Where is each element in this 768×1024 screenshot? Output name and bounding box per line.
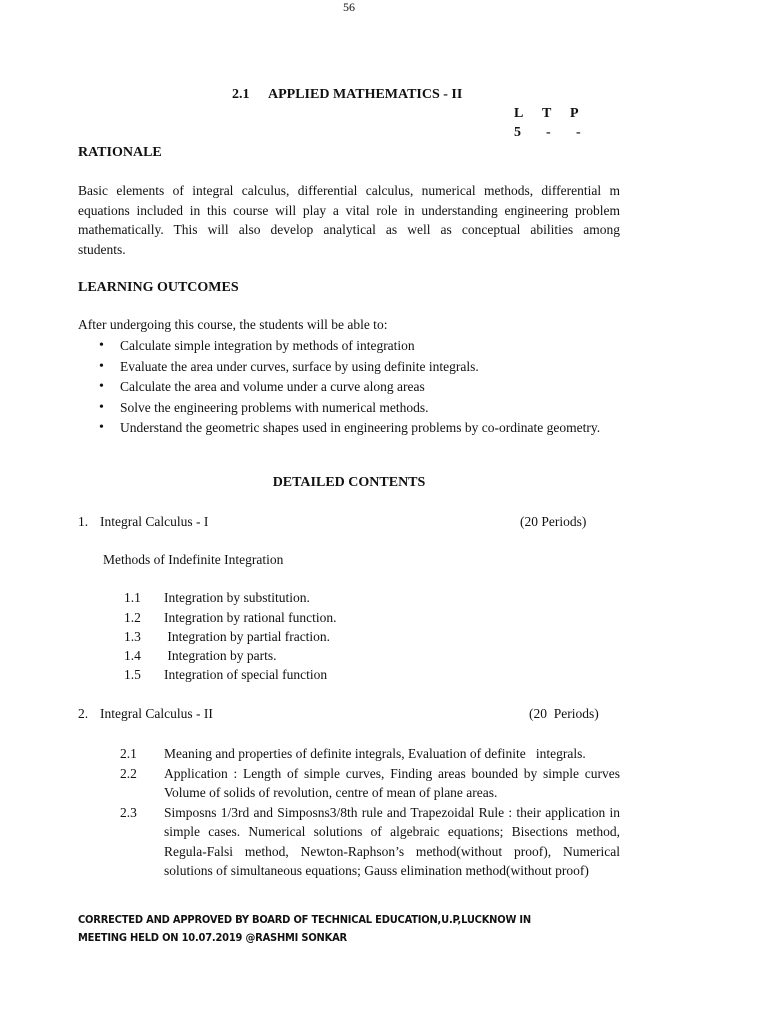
item-number: 2.2	[120, 765, 137, 781]
ltp-l-value: 5	[514, 125, 521, 140]
item-number: 1.3	[124, 629, 141, 644]
rationale-line: equations included in this course will play a vital role in understanding engineering problem	[78, 202, 620, 218]
section-number: 2.	[78, 706, 89, 721]
list-item: • Evaluate the area under curves, surface by using definite integrals.	[78, 357, 620, 378]
footer-line-1: CORRECTED AND APPROVED BY BOARD OF TECHNICAL EDUCATION,U.P,LUCKNOW IN	[78, 913, 531, 926]
item-number: 2.3	[120, 804, 137, 820]
item-text: Integration by substitution.	[164, 590, 310, 605]
course-number: 2.1	[232, 87, 250, 102]
footer-line-2: MEETING HELD ON 10.07.2019 @RASHMI SONKAR	[78, 931, 347, 944]
item-text: Simposns 1/3rd and Simposns3/8th rule and Trapezoidal Rule : their application in simple cases. Numerical solutions of algebraic equations; Bisections method, Regula-Falsi method, Newton-Raphson’s method(without proof), Numerical solutions of simultaneous equations; Gauss elimination method(without proof)	[164, 804, 620, 878]
item-number: 2.1	[120, 746, 137, 761]
course-name: APPLIED MATHEMATICS - II	[268, 87, 463, 102]
ltp-t-label: T	[542, 106, 552, 121]
item-number: 1.5	[124, 667, 141, 682]
list-item: • Understand the geometric shapes used in engineering problems by co-ordinate geometry.	[78, 418, 620, 439]
list-item	[124, 610, 336, 626]
item-number: 1.2	[124, 610, 141, 625]
list-item	[120, 803, 620, 881]
section-number: 1.	[78, 514, 89, 529]
list-item	[120, 764, 620, 803]
ltp-p-label: P	[570, 106, 579, 121]
list-item	[124, 648, 276, 664]
section-title: Integral Calculus - I	[100, 514, 209, 529]
page-number: 56	[343, 0, 355, 14]
list-item	[124, 667, 327, 683]
rationale-line: students.	[78, 241, 126, 257]
item-number: 1.1	[124, 590, 141, 605]
ltp-values	[514, 125, 604, 141]
list-item	[124, 629, 330, 645]
section-1-periods: (20 Periods)	[520, 514, 587, 529]
learning-outcomes-heading: LEARNING OUTCOMES	[78, 280, 239, 295]
learning-outcomes-intro: After undergoing this course, the students will be able to:	[78, 317, 388, 332]
list-item: • Calculate the area and volume under a curve along areas	[78, 377, 620, 398]
item-number: 1.4	[124, 648, 141, 663]
section-2-periods: (20 Periods)	[529, 706, 599, 721]
item-text: Meaning and properties of definite integrals, Evaluation of definite integrals.	[164, 746, 586, 761]
item-text: Integration by partial fraction.	[164, 629, 331, 644]
ltp-p-value: -	[576, 125, 581, 140]
ltp-t-value: -	[546, 125, 551, 140]
ltp-l-label: L	[514, 106, 524, 121]
section-2-items	[120, 744, 620, 881]
section-1-title	[78, 514, 208, 530]
section-2-title	[78, 706, 213, 722]
rationale-paragraph	[78, 181, 620, 259]
rationale-line: Basic elements of integral calculus, differential calculus, numerical methods, differential m	[78, 183, 620, 198]
list-item: • Solve the engineering problems with numerical methods.	[78, 398, 620, 419]
list-item	[120, 744, 620, 764]
item-text: Integration of special function	[164, 667, 328, 682]
item-text: Integration by rational function.	[164, 610, 337, 625]
list-item	[124, 590, 310, 606]
section-title: Integral Calculus - II	[100, 706, 213, 721]
section-1-subheading: Methods of Indefinite Integration	[103, 552, 284, 567]
rationale-line: mathematically. This will also develop analytical as well as conceptual abilities among	[78, 222, 620, 237]
ltp-header	[514, 106, 598, 122]
course-title	[232, 87, 462, 103]
list-item: • Calculate simple integration by methods of integration	[78, 336, 620, 357]
learning-outcomes-list	[78, 336, 620, 439]
item-text: Application : Length of simple curves, Finding areas bounded by simple curves Volume of solids of revolution, centre of mean of plane areas.	[164, 765, 620, 800]
item-text: Integration by parts.	[164, 648, 277, 663]
rationale-heading: RATIONALE	[78, 145, 162, 160]
detailed-contents-heading: DETAILED CONTENTS	[272, 475, 426, 490]
